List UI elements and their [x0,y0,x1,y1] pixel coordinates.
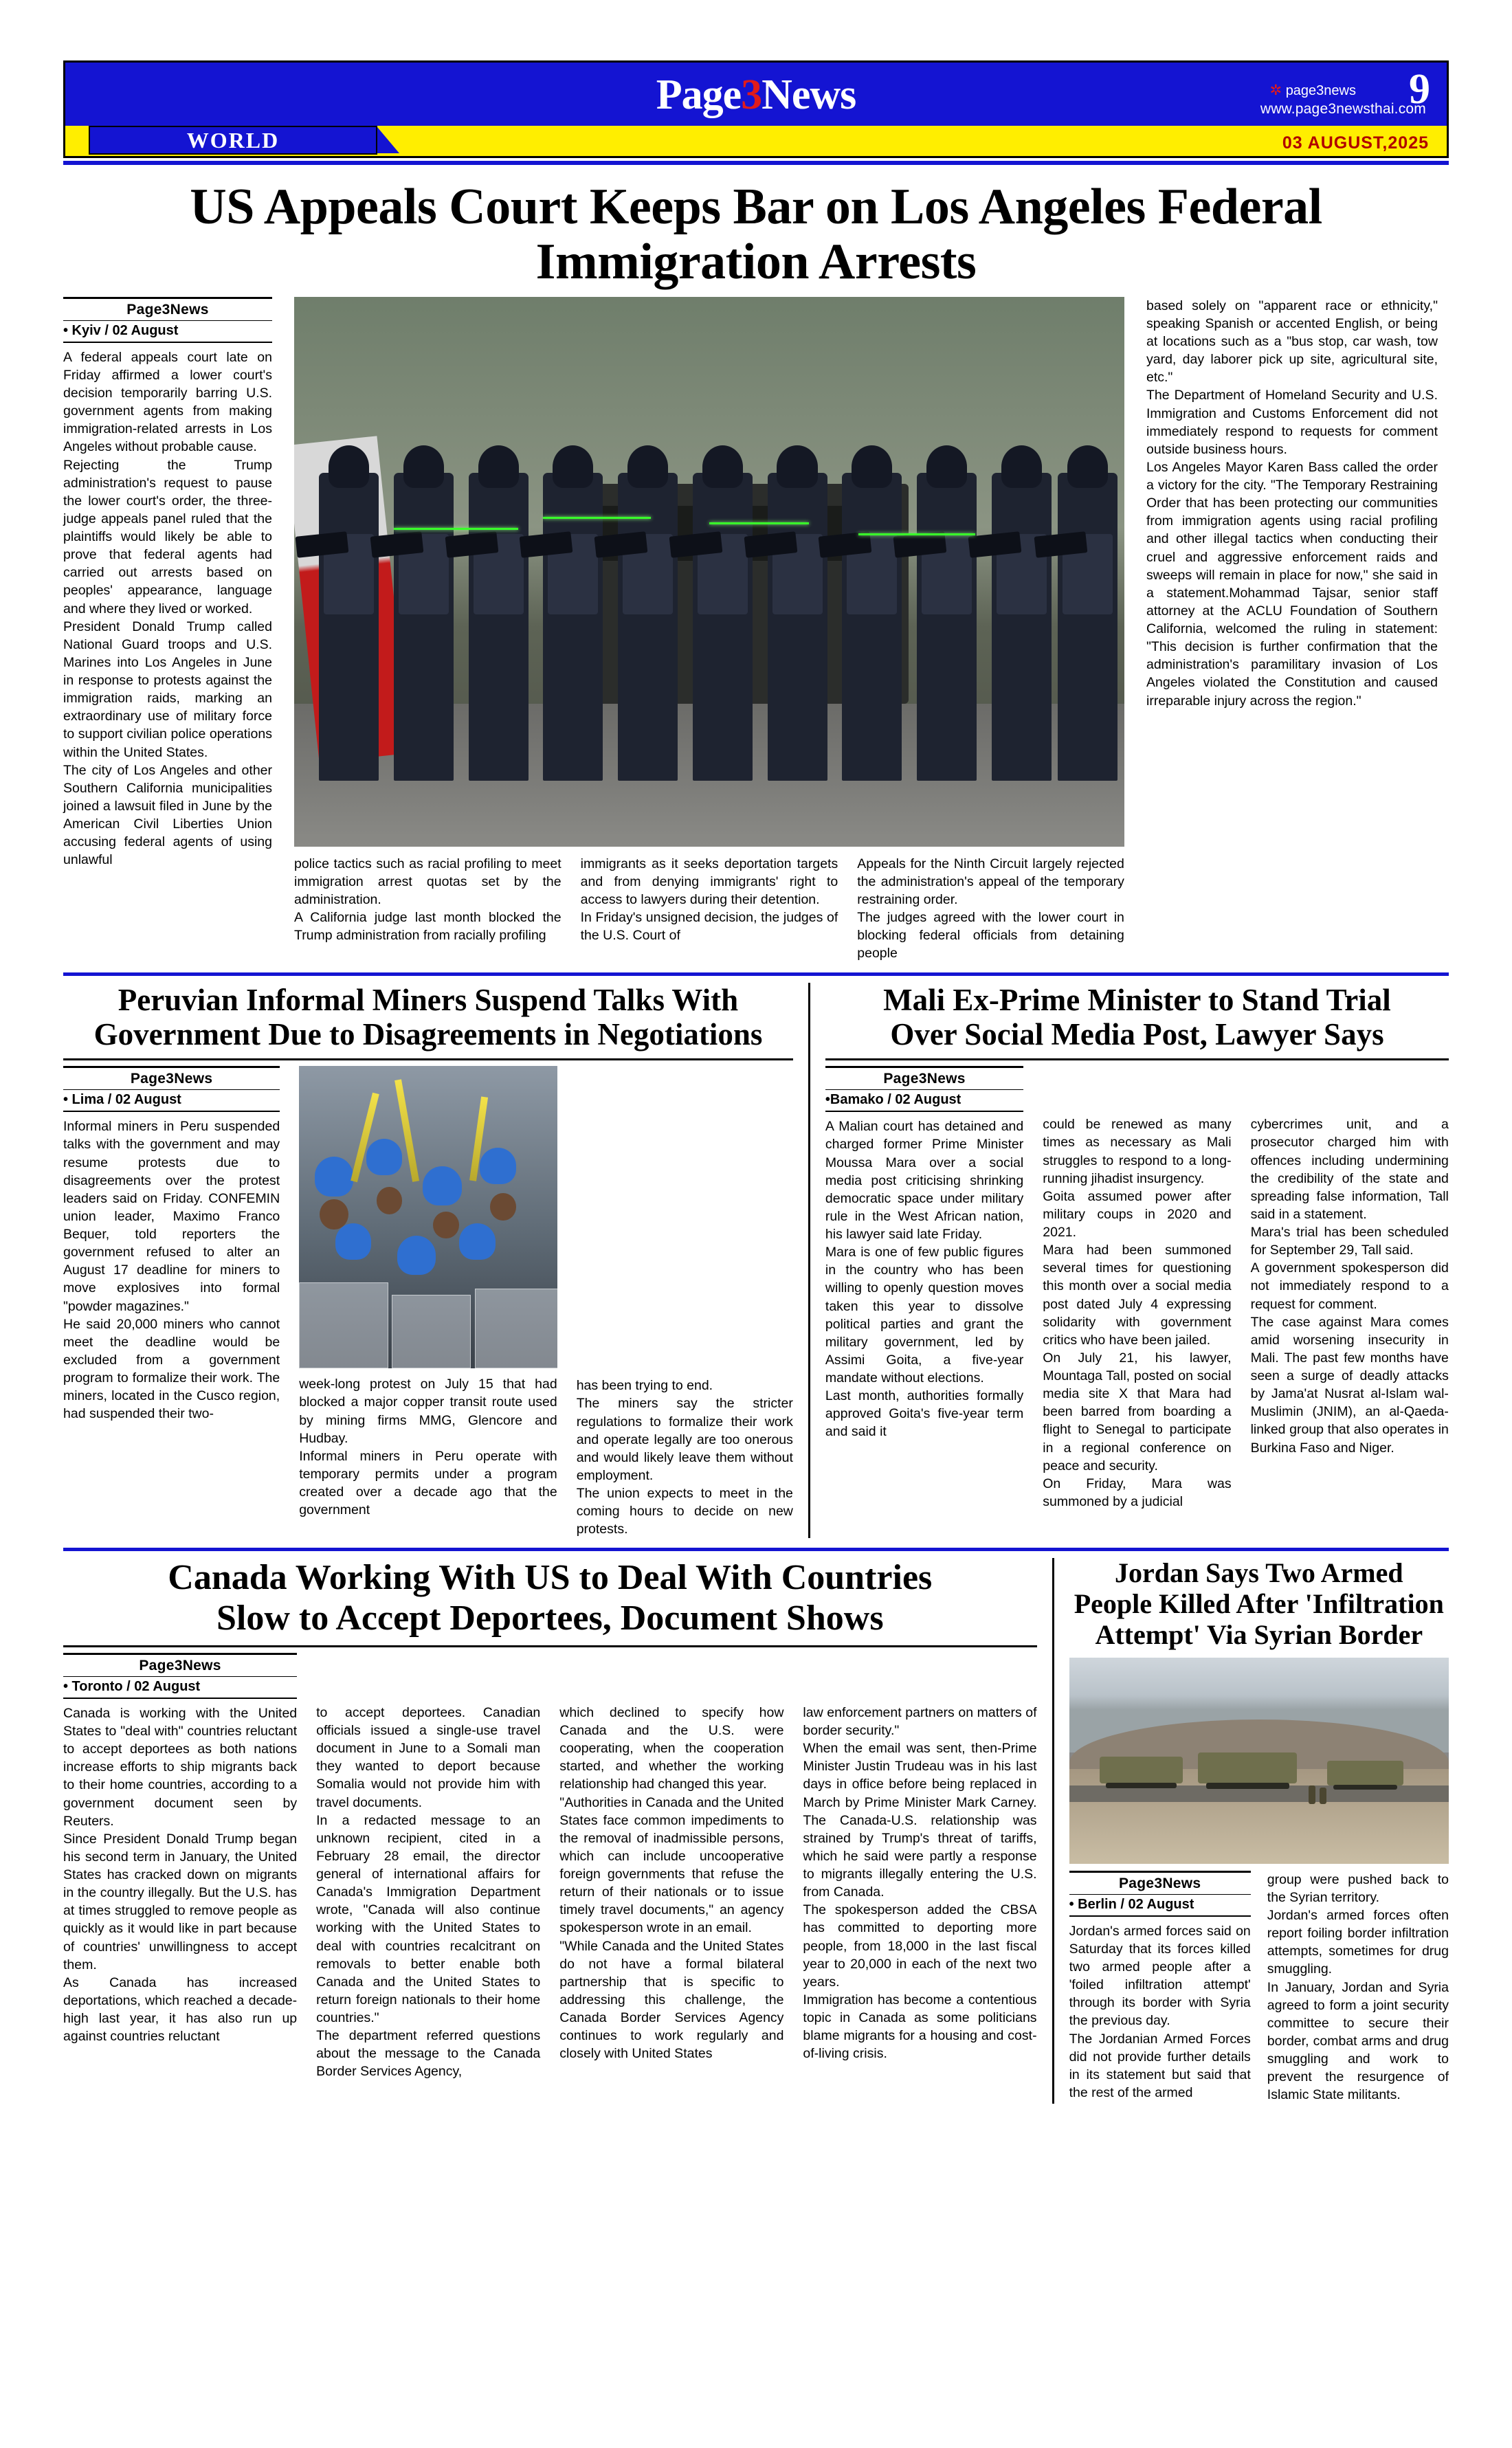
mali-col-3 [1241,1066,1449,1511]
paragraph: President Donald Trump called National Guard troops and U.S. Marines into Los Angeles in June in response to protests against the immigration raids, marking an extraordinary use of military force to support civilian police operations within the United States. [63,619,272,760]
byline-source: Page3News [1118,1875,1201,1891]
lead-subcolumns [294,855,1124,963]
jordan-col-2 [1259,1871,1449,2104]
byline-location: •Bamako / 02 August [825,1089,1023,1108]
paragraph: Informal miners in Peru suspended talks with the government and may resume protests due to disagreements over the protest leaders said on Friday. CONFEMIN union leader, Maximo Franco Bequer, told reporters the government refused to alter an August 17 deadline for miners to move explosives into formal "powder magazines." [63,1119,280,1314]
paragraph: Canada is working with the United States to "deal with" countries reluctant to accept deportees as both nations increase efforts to ship migrants back to their home countries, according to a government document seen by Reuters. [63,1705,298,1829]
mali-headline-line1: Mali Ex-Prime Minister to Stand Trial [883,982,1391,1017]
mali-col-2 [1033,1066,1241,1511]
peru-col-2 [289,1066,567,1538]
mali-rule [825,1058,1449,1060]
page-number: 9 [1409,66,1430,113]
paragraph: based solely on "apparent race or ethnicity," speaking Spanish or accented English, or being at locations such as a "bus stop, car wash, tow yard, day laborer pick up site, agricultural site, etc." [1146,298,1438,386]
masthead-title-part2: News [761,71,856,118]
canada-headline [63,1558,1037,1638]
paragraph: A Malian court has detained and charged former Prime Minister Moussa Mara over a social media post criticising shrinking democratic space under military rule in the West African nation, his lawyer said late Friday. [825,1119,1024,1243]
paragraph: The Jordanian Armed Forces did not provide further details in its statement but said that the rest of the armed [1069,2031,1251,2100]
paragraph: Last month, authorities formally approved Goita's five-year term and said it [825,1388,1024,1440]
peru-byline [63,1066,280,1112]
paragraph: police tactics such as racial profiling to meet immigration arrest quotas set by the administration. [294,856,562,908]
bottom-row [63,1558,1449,2104]
jordan-headline [1069,1558,1449,1650]
story-jordan [1054,1558,1449,2104]
paragraph: The case against Mara comes amid worsening insecurity in Mali. The past few months have seen a surge of deadly attacks by Jama'at Nusrat al-Islam wal-Muslimin (JNIM), an al-Qaeda-linked group that also operates in Burkina Faso and Niger. [1250,1314,1449,1456]
story-mali [810,983,1449,1539]
peru-headline [63,983,793,1052]
jordan-headline-line3: Attempt' Via Syrian Border [1095,1619,1423,1651]
paragraph: week-long protest on July 15 that had blocked a major copper transit route used by mining firms MMG, Glencore and Hudbay. [299,1377,557,1446]
masthead-title-red: 3 [741,71,762,118]
paragraph: Jordan's armed forces said on Saturday that its forces killed two armed people after a 'foiled infiltration attempt' through its border with Syria the previous day. [1069,1923,1251,2029]
section-divider-2 [63,1548,1449,1551]
mali-headline-line2: Over Social Media Post, Lawyer Says [890,1016,1384,1051]
paragraph: Goita assumed power after military coups in 2020 and 2021. [1043,1188,1232,1240]
canada-col-1 [63,1653,307,2081]
peru-columns [63,1066,793,1538]
peru-col-1 [63,1066,289,1538]
paragraph: immigrants as it seeks deportation targets and from denying immigrants' right to access to lawyers during their detention. [580,856,838,908]
paragraph: Mara is one of few public figures in the country who has been willing to openly question moves taken this year to dissolve political parties and grant the military government, led by Assimi Goita, a five-year mandate without elections. [825,1245,1024,1386]
paragraph: law enforcement partners on matters of border security." [803,1704,1037,1739]
byline-source: Page3News [139,1657,221,1673]
mali-columns [825,1066,1449,1511]
paragraph: Los Angeles Mayor Karen Bass called the order a victory for the city. "The Temporary Restraining Order that has been protecting our communities from immigration agents using racial profiling and other illegal tactics when conducting their cruel and aggressive enforcement raids and sweeps will remain in place for now," she said in a statement.Mohammad Tajsar, senior staff attorney at the ACLU Foundation of Southern California, welcomed the ruling in statement: "This decision is further confirmation that the administration's paramilitary invasion of Los Angeles violated the Constitution and caused irreparable injury across the region." [1146,459,1438,709]
paragraph: could be renewed as many times as necessary as Mali struggles to respond to a long-running jihadist insurgency. [1043,1117,1232,1186]
paragraph: The miners say the stricter regulations to formalize their work and operate legally are too onerous and would likely leave them without employment. [576,1396,793,1483]
paragraph: The department referred questions about the message to the Canada Border Services Agency, [316,2028,541,2080]
jordan-headline-line2: People Killed After 'Infiltration [1074,1588,1444,1620]
lead-col-1 [63,297,283,963]
paragraph: A California judge last month blocked the Trump administration from racially profiling [294,910,562,944]
paragraph: Jordan's armed forces often report foiling border infiltration attempts, sometimes for drug smuggling. [1267,1908,1449,1977]
byline-location: • Berlin / 02 August [1069,1894,1251,1913]
mali-col-1 [825,1066,1033,1511]
byline-location: • Kyiv / 02 August [63,320,272,339]
paragraph: On July 21, his lawyer, Mountaga Tall, posted on social media site X that Mara had been barred from boarding a flight to Senegal to participate in a regional conference on peace and security. [1043,1350,1232,1473]
jordan-photo-border [1069,1658,1449,1864]
canada-byline [63,1653,297,1699]
masthead-title [65,71,1447,120]
lead-col1-text [63,348,272,869]
paragraph: A federal appeals court late on Friday affirmed a lower court's decision temporarily barring U.S. government agents from making immigration-related arrests in Los Angeles without probable cause. [63,349,272,455]
masthead [63,60,1449,158]
section-badge: WORLD [89,126,377,155]
paragraph: In January, Jordan and Syria agreed to form a joint security committee to secure their border, combat arms and drug smuggling and work to prevent the resurgence of Islamic State militants. [1267,1979,1449,2103]
canada-headline-line1: Canada Working With US to Deal With Countries [168,1558,933,1598]
paragraph: has been trying to end. [576,1378,713,1394]
paragraph: Mara had been summoned several times for questioning this month over a social media post dated July 4 expressing solidarity with government critics who have been jailed. [1043,1243,1232,1348]
paragraph: As Canada has increased deportations, which reached a decade-high last year, it has also run up against countries reluctant [63,1974,298,2045]
lead-headline: US Appeals Court Keeps Bar on Los Angeles Federal Immigration Arrests [190,179,1322,290]
peru-photo-protesters [299,1066,557,1368]
byline-location: • Toronto / 02 August [63,1676,297,1695]
paragraph: The judges agreed with the lower court in blocking federal officials from detaining people [857,910,1124,961]
paragraph: When the email was sent, then-Prime Minister Justin Trudeau was in his last days in office before being replaced in March by Prime Minister Mark Carney. The Canada-U.S. relationship was strained by Trump's threat of tariffs, which he said were partly a response to migrants illegally entering the U.S. from Canada. [803,1741,1037,1900]
jordan-col1-text [1069,1922,1251,2102]
canada-columns [63,1653,1037,2081]
paragraph: On Friday, Mara was summoned by a judicial [1043,1476,1232,1509]
paragraph: The Department of Homeland Security and U.S. Immigration and Customs Enforcement did not immediately respond to requests for comment outside business hours. [1146,388,1438,457]
lead-story-columns [63,297,1449,963]
lead-col-2 [294,855,571,963]
peru-headline-line2: Government Due to Disagreements in Negotiations [93,1016,763,1051]
paragraph: Informal miners in Peru operate with temporary permits under a program created over a decade ago that the government [299,1448,557,1518]
peru-headline-line1: Peruvian Informal Miners Suspend Talks With [118,982,739,1017]
paragraph: Immigration has become a contentious topic in Canada as some politicians blame migrants for a housing and cost-of-living crisis. [803,1992,1037,2062]
lead-col-4 [847,855,1124,963]
story-canada [63,1558,1052,2104]
mali-byline [825,1066,1023,1112]
lead-col-3 [571,855,848,963]
paragraph: In Friday's unsigned decision, the judges of the U.S. Court of [580,910,838,944]
lead-center-block [283,297,1135,963]
paragraph: "Authorities in Canada and the United States face common impediments to the removal of inadmissible persons, which can include uncooperative foreign governments that refuse the return of their nationals or to issue timely travel documents," an agency spokesperson wrote in an email. [559,1794,784,1936]
byline-source: Page3News [126,301,209,318]
byline-location: • Lima / 02 August [63,1089,280,1108]
byline-source: Page3News [130,1071,213,1087]
middle-row [63,983,1449,1539]
peru-col-3 [567,1066,793,1538]
star-icon: ✲ [1269,82,1282,98]
peru-rule [63,1058,793,1060]
masthead-rule [63,161,1449,165]
paragraph: Appeals for the Ninth Circuit largely rejected the administration's appeal of the temporary restraining order. [857,856,1124,908]
paragraph: which declined to specify how Canada and the U.S. were cooperating, when the cooperation started, and whether the working relationship had changed this year. [559,1704,784,1792]
canada-col1-text [63,1704,297,2045]
jordan-byline [1069,1871,1251,1917]
social-handle[interactable] [1270,82,1356,99]
paragraph: The spokesperson added the CBSA has committed to deporting more people, from 18,000 in the last fiscal year to 20,000 in each of the next two years. [803,1902,1037,1990]
canada-rule [63,1645,1037,1647]
byline-source: Page3News [883,1071,966,1087]
lead-col-5 [1135,297,1438,963]
paragraph: Mara's trial has been scheduled for September 29, Tall said. [1250,1225,1449,1258]
paragraph: He said 20,000 miners who cannot meet the deadline would be excluded from a government program to formalize their work. The miners, located in the Cusco region, had suspended their two- [63,1316,280,1422]
jordan-columns [1069,1871,1449,2104]
peru-col1-text [63,1117,280,1423]
paragraph: Rejecting the Trump administration's request to pause the lower court's order, the three-judge appeals panel ruled that the plaintiffs would likely be able to prove that federal agents had carried out arrests based on peoples' appearance, language and where they lived or worked. [63,457,272,616]
website-url[interactable]: www.page3newsthai.com [1260,101,1426,117]
mali-headline [825,983,1449,1052]
jordan-col-1 [1069,1871,1259,2104]
publication-date: 03 AUGUST,2025 [1282,133,1429,153]
mali-col1-text [825,1117,1023,1440]
canada-col-2 [307,1653,550,2081]
story-peru [63,983,808,1539]
paragraph: A government spokesperson did not immediately respond to a request for comment. [1250,1260,1449,1312]
lead-byline [63,297,272,343]
canada-col-3 [550,1653,793,2081]
paragraph: "While Canada and the United States do not have a formal bilateral partnership that is specific to addressing this challenge, the Canada Border Services Agency continues to work regularly and closely with United States [559,1938,784,2062]
paragraph: Since President Donald Trump began his second term in January, the United States has cracked down on migrants in the country illegally. But the U.S. has at times struggled to remove people as quickly as it would like in part because of countries' unwillingness to accept them. [63,1831,298,1972]
paragraph: to accept deportees. Canadian officials issued a single-use travel document in June to a Somali man they wanted to deport because Somalia would not provide him with travel documents. [316,1704,541,1810]
masthead-title-part1: Page [656,71,742,118]
paragraph: In a redacted message to an unknown recipient, cited in a February 28 email, the director general of international affairs for Canada's Immigration Department wrote, "Canada will also continue working with the United States to deal with countries recalcitrant on removals to better enable both Canada and the United States to return foreign nationals to their home countries." [316,1812,541,2026]
lead-photo-riot-police [294,297,1124,847]
paragraph: The city of Los Angeles and other Southern California municipalities joined a lawsuit filed in June by the American Civil Liberties Union accusing federal agents of using unlawful [63,762,272,868]
canada-headline-line2: Slow to Accept Deportees, Document Shows [216,1598,884,1638]
paragraph: The union expects to meet in the coming hours to decide on new protests. [576,1486,793,1537]
section-divider-1 [63,972,1449,976]
social-handle-label: page3news [1285,83,1356,98]
peru-col2-text [299,1375,557,1519]
canada-col-4 [793,1653,1036,2081]
jordan-headline-line1: Jordan Says Two Armed [1114,1557,1403,1589]
paragraph: cybercrimes unit, and a prosecutor charged him with offences including undermining the credibility of the state and spreading false information, Tall said in a statement. [1250,1117,1449,1222]
paragraph: group were pushed back to the Syrian territory. [1267,1871,1449,1905]
